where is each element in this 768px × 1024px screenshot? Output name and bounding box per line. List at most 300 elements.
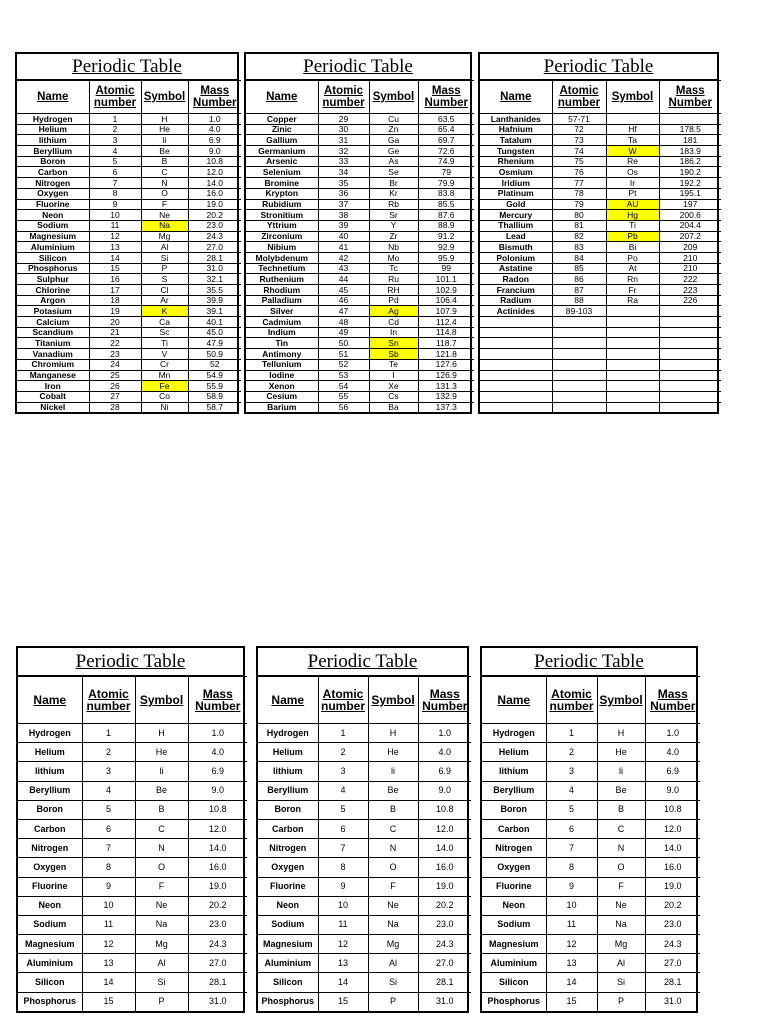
- cell-atomic-number: 2: [546, 743, 597, 762]
- cell-symbol: [606, 114, 659, 125]
- cell-symbol: [606, 370, 659, 381]
- table-row: [18, 935, 247, 954]
- cell-symbol: He: [141, 124, 188, 135]
- cell-symbol: Te: [369, 359, 418, 370]
- cell-atomic-number: 38: [318, 210, 369, 221]
- table-row: [480, 381, 721, 392]
- cell-mass-number: 79.9: [418, 178, 474, 189]
- cell-mass-number: 14.0: [188, 839, 247, 858]
- column-header-mass-number: Mass Number: [659, 81, 721, 114]
- table-row: [246, 156, 474, 167]
- table-row: [17, 135, 241, 146]
- cell-symbol: F: [368, 877, 418, 896]
- cell-name: Chlorine: [17, 285, 89, 296]
- cell-name: Helium: [258, 743, 318, 762]
- cell-name: Magnesium: [18, 935, 82, 954]
- cell-symbol: RH: [369, 285, 418, 296]
- cell-symbol: Ta: [606, 135, 659, 146]
- cell-symbol: Kr: [369, 188, 418, 199]
- column-header-symbol: Symbol: [369, 81, 418, 114]
- cell-name: Oxygen: [258, 858, 318, 877]
- cell-atomic-number: 46: [318, 295, 369, 306]
- table-row: [480, 135, 721, 146]
- cell-mass-number: 106.4: [418, 295, 474, 306]
- cell-symbol: Cs: [369, 391, 418, 402]
- cell-name: Mercury: [480, 210, 552, 221]
- table-row: [482, 992, 700, 1011]
- table-row: [246, 359, 474, 370]
- cell-name: [480, 327, 552, 338]
- cell-name: Cesium: [246, 391, 318, 402]
- table-row: [18, 973, 247, 992]
- cell-name: Germanium: [246, 146, 318, 157]
- cell-symbol: H: [597, 724, 645, 743]
- table-row: [17, 146, 241, 157]
- cell-symbol: At: [606, 263, 659, 274]
- cell-atomic-number: 37: [318, 199, 369, 210]
- cell-mass-number: 65.4: [418, 124, 474, 135]
- cell-symbol: Zr: [369, 231, 418, 242]
- cell-mass-number: 27.0: [188, 954, 247, 973]
- cell-mass-number: 131.3: [418, 381, 474, 392]
- cell-symbol: Ba: [369, 402, 418, 412]
- cell-symbol: Sr: [369, 210, 418, 221]
- table-row: [480, 338, 721, 349]
- cell-atomic-number: 83: [552, 242, 606, 253]
- cell-mass-number: 19.0: [188, 199, 241, 210]
- cell-symbol: Be: [368, 781, 418, 800]
- cell-symbol: Ga: [369, 135, 418, 146]
- cell-atomic-number: 39: [318, 220, 369, 231]
- cell-atomic-number: 5: [89, 156, 141, 167]
- cell-mass-number: 23.0: [645, 915, 700, 934]
- cell-mass-number: 99: [418, 263, 474, 274]
- column-header-mass-number: Mass Number: [645, 677, 700, 724]
- cell-symbol: Mg: [135, 935, 188, 954]
- table-row: [480, 274, 721, 285]
- table-row: [480, 146, 721, 157]
- table-row: [17, 220, 241, 231]
- table-row: [17, 381, 241, 392]
- table-row: [246, 210, 474, 221]
- cell-mass-number: 47.9: [188, 338, 241, 349]
- cell-symbol: Ru: [369, 274, 418, 285]
- cell-atomic-number: 6: [546, 819, 597, 838]
- cell-mass-number: 58.7: [188, 402, 241, 412]
- cell-symbol: Hg: [606, 210, 659, 221]
- cell-name: Neon: [17, 210, 89, 221]
- cell-symbol: [606, 359, 659, 370]
- cell-symbol: P: [368, 992, 418, 1011]
- cell-symbol: Ge: [369, 146, 418, 157]
- cell-name: Neon: [18, 896, 82, 915]
- cell-name: Indium: [246, 327, 318, 338]
- column-header-symbol: Symbol: [141, 81, 188, 114]
- table-row: [258, 743, 471, 762]
- cell-symbol: Rn: [606, 274, 659, 285]
- cell-mass-number: 95.9: [418, 252, 474, 263]
- cell-atomic-number: 51: [318, 349, 369, 360]
- cell-name: Molybdenum: [246, 252, 318, 263]
- table-row: [246, 338, 474, 349]
- table-row: [258, 954, 471, 973]
- cell-mass-number: 24.3: [188, 231, 241, 242]
- cell-symbol: Tc: [369, 263, 418, 274]
- table-row: [17, 370, 241, 381]
- cell-atomic-number: 75: [552, 156, 606, 167]
- cell-name: Boron: [18, 800, 82, 819]
- column-header-name: Name: [258, 677, 318, 724]
- element-table: [18, 676, 247, 1011]
- table-row: [17, 359, 241, 370]
- cell-name: Zirconium: [246, 231, 318, 242]
- table-row: [258, 992, 471, 1011]
- cell-name: Iridium: [480, 178, 552, 189]
- cell-mass-number: 20.2: [188, 896, 247, 915]
- table-row: [246, 317, 474, 328]
- cell-symbol: Cu: [369, 114, 418, 125]
- cell-mass-number: 27.0: [418, 954, 471, 973]
- cell-mass-number: 24.3: [645, 935, 700, 954]
- column-header-symbol: Symbol: [597, 677, 645, 724]
- cell-symbol: P: [597, 992, 645, 1011]
- table-row: [480, 295, 721, 306]
- cell-atomic-number: 41: [318, 242, 369, 253]
- cell-symbol: Cd: [369, 317, 418, 328]
- cell-mass-number: 6.9: [188, 135, 241, 146]
- cell-mass-number: 55.9: [188, 381, 241, 392]
- cell-symbol: li: [141, 135, 188, 146]
- table-row: [18, 743, 247, 762]
- cell-name: Gold: [480, 199, 552, 210]
- cell-atomic-number: 1: [318, 724, 368, 743]
- cell-mass-number: 4.0: [418, 743, 471, 762]
- cell-atomic-number: 25: [89, 370, 141, 381]
- cell-mass-number: 28.1: [418, 973, 471, 992]
- cell-name: lithium: [258, 762, 318, 781]
- cell-mass-number: [659, 402, 721, 412]
- cell-name: [480, 381, 552, 392]
- cell-atomic-number: [552, 338, 606, 349]
- table-row: [246, 295, 474, 306]
- cell-name: Sulphur: [17, 274, 89, 285]
- table-row: [17, 306, 241, 317]
- cell-mass-number: 27.0: [645, 954, 700, 973]
- cell-symbol: Ir: [606, 178, 659, 189]
- header-row: [246, 81, 474, 114]
- cell-atomic-number: 1: [546, 724, 597, 743]
- cell-name: Aluminium: [482, 954, 546, 973]
- cell-mass-number: 12.0: [645, 819, 700, 838]
- cell-name: Sodium: [17, 220, 89, 231]
- table-row: [482, 743, 700, 762]
- cell-atomic-number: 8: [89, 188, 141, 199]
- cell-name: Rhenium: [480, 156, 552, 167]
- cell-symbol: Be: [141, 146, 188, 157]
- cell-atomic-number: 36: [318, 188, 369, 199]
- cell-symbol: V: [141, 349, 188, 360]
- cell-mass-number: 132.9: [418, 391, 474, 402]
- table-row: [482, 896, 700, 915]
- cell-atomic-number: 40: [318, 231, 369, 242]
- cell-symbol: C: [141, 167, 188, 178]
- cell-symbol: He: [368, 743, 418, 762]
- cell-mass-number: 112.4: [418, 317, 474, 328]
- cell-symbol: Al: [368, 954, 418, 973]
- table-row: [246, 124, 474, 135]
- table-row: [246, 135, 474, 146]
- cell-symbol: N: [141, 178, 188, 189]
- cell-name: Silicon: [482, 973, 546, 992]
- cell-name: Lanthanides: [480, 114, 552, 125]
- header-row: [258, 677, 471, 724]
- cell-mass-number: 118.7: [418, 338, 474, 349]
- table-row: [18, 839, 247, 858]
- cell-name: Rhodium: [246, 285, 318, 296]
- cell-atomic-number: 5: [82, 800, 135, 819]
- cell-atomic-number: 10: [546, 896, 597, 915]
- cell-name: Helium: [482, 743, 546, 762]
- column-header-mass-number: Mass Number: [418, 81, 474, 114]
- cell-mass-number: 91.2: [418, 231, 474, 242]
- cell-name: Nitrogen: [258, 839, 318, 858]
- table-row: [258, 724, 471, 743]
- cell-atomic-number: 3: [318, 762, 368, 781]
- cell-symbol: Ni: [141, 402, 188, 412]
- cell-symbol: H: [135, 724, 188, 743]
- periodic-table-3: [478, 52, 719, 414]
- cell-atomic-number: 54: [318, 381, 369, 392]
- table-row: [482, 724, 700, 743]
- cell-mass-number: 12.0: [188, 819, 247, 838]
- cell-name: Argon: [17, 295, 89, 306]
- cell-symbol: Ne: [141, 210, 188, 221]
- cell-atomic-number: 6: [82, 819, 135, 838]
- cell-symbol: Ne: [368, 896, 418, 915]
- cell-symbol: Pt: [606, 188, 659, 199]
- cell-atomic-number: 7: [318, 839, 368, 858]
- table-row: [18, 992, 247, 1011]
- cell-name: Sodium: [18, 915, 82, 934]
- cell-mass-number: 14.0: [418, 839, 471, 858]
- cell-name: Tellunium: [246, 359, 318, 370]
- cell-name: Magnesium: [482, 935, 546, 954]
- cell-atomic-number: [552, 359, 606, 370]
- cell-symbol: P: [135, 992, 188, 1011]
- table-row: [17, 317, 241, 328]
- cell-mass-number: 4.0: [188, 743, 247, 762]
- cell-name: Carbon: [17, 167, 89, 178]
- table-title: Periodic Table: [482, 648, 696, 676]
- cell-mass-number: 197: [659, 199, 721, 210]
- cell-mass-number: 19.0: [418, 877, 471, 896]
- cell-symbol: Si: [141, 252, 188, 263]
- cell-mass-number: 40.1: [188, 317, 241, 328]
- cell-mass-number: 69.7: [418, 135, 474, 146]
- cell-atomic-number: [552, 349, 606, 360]
- cell-symbol: Po: [606, 252, 659, 263]
- table-row: [17, 327, 241, 338]
- cell-atomic-number: 3: [546, 762, 597, 781]
- cell-mass-number: 190.2: [659, 167, 721, 178]
- cell-atomic-number: 11: [89, 220, 141, 231]
- cell-symbol: F: [141, 199, 188, 210]
- table-row: [246, 327, 474, 338]
- table-row: [246, 146, 474, 157]
- table-row: [258, 800, 471, 819]
- cell-name: Helium: [17, 124, 89, 135]
- cell-symbol: Mo: [369, 252, 418, 263]
- cell-atomic-number: 12: [318, 935, 368, 954]
- cell-symbol: Rb: [369, 199, 418, 210]
- cell-mass-number: 1.0: [188, 114, 241, 125]
- cell-atomic-number: 23: [89, 349, 141, 360]
- cell-symbol: Ti: [606, 220, 659, 231]
- cell-mass-number: 12.0: [188, 167, 241, 178]
- cell-mass-number: 31.0: [645, 992, 700, 1011]
- table-row: [258, 781, 471, 800]
- cell-name: Cobalt: [17, 391, 89, 402]
- cell-symbol: Be: [135, 781, 188, 800]
- table-row: [480, 263, 721, 274]
- table-row: [258, 858, 471, 877]
- cell-mass-number: [659, 306, 721, 317]
- cell-mass-number: 54.9: [188, 370, 241, 381]
- cell-symbol: AU: [606, 199, 659, 210]
- table-row: [258, 896, 471, 915]
- table-row: [480, 167, 721, 178]
- cell-atomic-number: 16: [89, 274, 141, 285]
- cell-atomic-number: 8: [82, 858, 135, 877]
- table-title: Periodic Table: [480, 54, 717, 80]
- cell-atomic-number: 14: [89, 252, 141, 263]
- cell-mass-number: [659, 391, 721, 402]
- cell-atomic-number: 2: [318, 743, 368, 762]
- table-row: [258, 839, 471, 858]
- cell-symbol: li: [597, 762, 645, 781]
- table-row: [18, 819, 247, 838]
- table-row: [480, 402, 721, 412]
- cell-name: Boron: [258, 800, 318, 819]
- cell-name: Fluorine: [482, 877, 546, 896]
- cell-atomic-number: [552, 370, 606, 381]
- cell-mass-number: 88.9: [418, 220, 474, 231]
- periodic-table-1: [15, 52, 239, 414]
- cell-symbol: li: [135, 762, 188, 781]
- cell-atomic-number: 15: [546, 992, 597, 1011]
- cell-name: Phosphorus: [258, 992, 318, 1011]
- cell-name: Gallium: [246, 135, 318, 146]
- cell-name: Lead: [480, 231, 552, 242]
- cell-mass-number: 74.9: [418, 156, 474, 167]
- cell-atomic-number: [552, 391, 606, 402]
- cell-mass-number: 28.1: [188, 252, 241, 263]
- cell-symbol: Os: [606, 167, 659, 178]
- table-row: [17, 156, 241, 167]
- cell-atomic-number: 43: [318, 263, 369, 274]
- cell-symbol: He: [135, 743, 188, 762]
- cell-atomic-number: 55: [318, 391, 369, 402]
- cell-symbol: [606, 391, 659, 402]
- cell-atomic-number: 33: [318, 156, 369, 167]
- cell-symbol: Sn: [369, 338, 418, 349]
- table-row: [18, 724, 247, 743]
- cell-mass-number: 20.2: [645, 896, 700, 915]
- table-row: [246, 188, 474, 199]
- table-row: [17, 349, 241, 360]
- table-row: [480, 327, 721, 338]
- cell-atomic-number: 13: [318, 954, 368, 973]
- table-row: [17, 178, 241, 189]
- cell-symbol: Cr: [141, 359, 188, 370]
- table-row: [246, 199, 474, 210]
- table-row: [482, 781, 700, 800]
- cell-name: lithium: [18, 762, 82, 781]
- cell-atomic-number: 13: [82, 954, 135, 973]
- cell-symbol: B: [135, 800, 188, 819]
- cell-name: Selenium: [246, 167, 318, 178]
- cell-atomic-number: 5: [546, 800, 597, 819]
- table-row: [480, 231, 721, 242]
- cell-name: Tungsten: [480, 146, 552, 157]
- table-row: [480, 285, 721, 296]
- cell-name: Boron: [482, 800, 546, 819]
- cell-symbol: Si: [597, 973, 645, 992]
- cell-atomic-number: 12: [82, 935, 135, 954]
- element-table: [480, 80, 721, 412]
- table-row: [480, 156, 721, 167]
- table-row: [480, 178, 721, 189]
- cell-mass-number: 32.1: [188, 274, 241, 285]
- cell-atomic-number: 26: [89, 381, 141, 392]
- cell-symbol: Pb: [606, 231, 659, 242]
- cell-atomic-number: 80: [552, 210, 606, 221]
- cell-mass-number: 126.9: [418, 370, 474, 381]
- table-row: [246, 306, 474, 317]
- table-row: [482, 858, 700, 877]
- column-header-name: Name: [482, 677, 546, 724]
- cell-atomic-number: 32: [318, 146, 369, 157]
- table-row: [246, 178, 474, 189]
- cell-name: Nitrogen: [482, 839, 546, 858]
- cell-name: Antimony: [246, 349, 318, 360]
- cell-name: Nitrogen: [18, 839, 82, 858]
- cell-mass-number: [659, 338, 721, 349]
- cell-symbol: Ca: [141, 317, 188, 328]
- cell-mass-number: 226: [659, 295, 721, 306]
- column-header-name: Name: [246, 81, 318, 114]
- cell-mass-number: 16.0: [188, 188, 241, 199]
- table-row: [258, 819, 471, 838]
- cell-atomic-number: 4: [546, 781, 597, 800]
- cell-atomic-number: 45: [318, 285, 369, 296]
- cell-name: Osmium: [480, 167, 552, 178]
- cell-symbol: Ne: [135, 896, 188, 915]
- cell-mass-number: 87.6: [418, 210, 474, 221]
- cell-name: Hydrogen: [18, 724, 82, 743]
- cell-symbol: Al: [597, 954, 645, 973]
- cell-mass-number: 39.1: [188, 306, 241, 317]
- table-row: [246, 381, 474, 392]
- cell-name: Sodium: [258, 915, 318, 934]
- cell-atomic-number: 9: [318, 877, 368, 896]
- cell-mass-number: [659, 114, 721, 125]
- cell-name: Carbon: [258, 819, 318, 838]
- cell-atomic-number: 20: [89, 317, 141, 328]
- cell-atomic-number: 73: [552, 135, 606, 146]
- table-row: [246, 220, 474, 231]
- table-row: [17, 263, 241, 274]
